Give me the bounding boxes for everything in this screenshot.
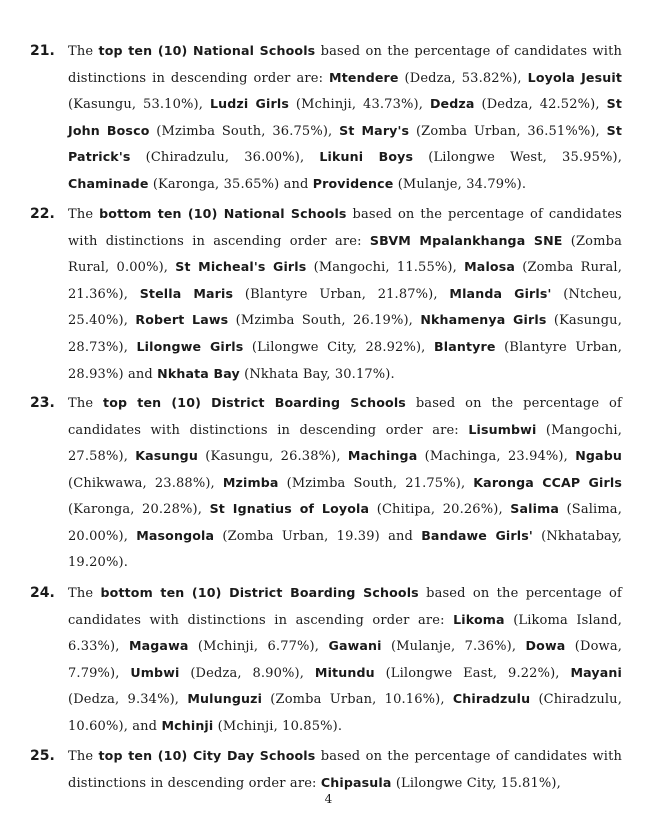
paragraph-number: 21. [30, 43, 55, 59]
bold-term: Gawani [328, 638, 382, 654]
bold-term: St Mary's [339, 122, 410, 138]
text-run: (Karonga, 20.28%), [68, 502, 210, 518]
text-run: (Chitipa, 20.26%), [369, 502, 511, 518]
bold-term: St Ignatius of Loyola [209, 501, 370, 517]
text-run: (Mchinji, 43.73%), [288, 97, 430, 113]
text-run: (Zomba Urban, 10.16%), [262, 692, 453, 708]
paragraph-number: 25. [30, 748, 55, 764]
text-run: (Salima, 20.00%), [68, 502, 622, 544]
bold-term: Karonga CCAP Girls [473, 474, 622, 490]
paragraph-number: 22. [30, 206, 55, 222]
bold-term: Kasungu [135, 448, 198, 464]
text-run: (Mzimba South, 36.75%), [149, 123, 340, 139]
bold-term: Chiradzulu [452, 691, 531, 707]
bold-term: Nkhata Bay [157, 365, 240, 381]
text-run: (Lilongwe City, 28.92%), [243, 339, 434, 355]
bold-term: Magawa [128, 638, 189, 654]
text-run: (Ntcheu, 25.40%), [68, 286, 622, 329]
text-run: (Zomba Rural, 21.36%), [68, 260, 622, 302]
bold-term: Robert Laws [135, 312, 229, 328]
text-run: (Dedza, 8.90%), [179, 665, 315, 681]
text-run: based on the percentage of candidates with distinctions in descending order are: [68, 396, 622, 438]
bold-term: Mayani [570, 664, 622, 680]
bold-term: Dedza [429, 96, 475, 112]
bold-term: Loyola Jesuit [527, 69, 622, 85]
text-run: (Mchinji, 6.77%), [188, 639, 329, 655]
text-run: The [68, 207, 100, 222]
text-run: (Mulanje, 34.79%). [393, 176, 527, 192]
text-run: The [68, 396, 104, 411]
text-run: (Machinga, 23.94%), [417, 449, 576, 465]
bold-term: St John Bosco [68, 96, 622, 138]
bold-term: Providence [312, 175, 394, 191]
text-run: The [68, 44, 99, 59]
bold-term: Stella Maris [139, 285, 234, 301]
text-run: (Dedza, 42.52%), [474, 97, 607, 113]
bold-term: Masongola [136, 527, 215, 543]
text-run: (Kasungu, 28.73%), [68, 313, 622, 355]
paragraph-24 [30, 580, 622, 740]
bold-term: Mlanda Girls' [449, 285, 552, 301]
text-run: (Mulanje, 7.36%), [381, 639, 526, 655]
text-run: (Lilongwe West, 35.95%), [413, 150, 623, 166]
bold-term: Mchinji [161, 717, 214, 733]
text-run: based on the percentage of candidates with distinctions in ascending order are: [68, 586, 622, 628]
bold-term: Dowa [525, 638, 566, 654]
page-number: 4 [324, 792, 333, 806]
bold-term: Lilongwe Girls [136, 338, 244, 354]
text-run: (Chikwawa, 23.88%), [68, 475, 223, 491]
bold-term: Likuni Boys [319, 149, 414, 165]
bold-term: SBVM Mpalankhanga SNE [369, 232, 563, 248]
bold-term: Mtendere [329, 69, 399, 85]
text-run: The [68, 749, 99, 764]
text-run: based on the percentage of candidates with distinctions in descending order are: [68, 749, 622, 791]
bold-term: Nkhamenya Girls [420, 312, 547, 328]
bold-term: top ten (10) District Boarding Schools [103, 395, 406, 410]
bold-term: Umbwi [130, 664, 180, 680]
text-run: (Chiradzulu, 36.00%), [130, 150, 320, 166]
bold-term: Ludzi Girls [209, 96, 289, 112]
text-run: (Likoma Island, 6.33%), [68, 612, 622, 655]
bold-term: top ten (10) National Schools [98, 43, 316, 58]
text-run: (Chiradzulu, 10.60%), and [68, 692, 622, 734]
bold-term: Salima [510, 501, 559, 517]
bold-term: Mulunguzi [187, 691, 263, 707]
bold-term: bottom ten (10) District Boarding Schools [100, 585, 419, 600]
text-run: based on the percentage of candidates with distinctions in descending order are: [68, 44, 622, 86]
bold-term: Machinga [347, 448, 418, 464]
text-run: (Blantyre Urban, 21.87%), [233, 286, 450, 302]
text-run: (Kasungu, 26.38%), [197, 449, 348, 465]
text-run: (Mangochi, 27.58%), [68, 422, 622, 465]
paragraph-21 [30, 38, 622, 198]
text-run: (Mzimba South, 21.75%), [278, 475, 474, 491]
bold-term: Likoma [453, 611, 505, 627]
paragraph-22 [30, 201, 622, 387]
bold-term: St Patrick's [68, 122, 622, 165]
text-run: (Karonga, 35.65%) and [148, 176, 313, 192]
bold-term: Chaminade [68, 175, 149, 191]
bold-term: top ten (10) City Day Schools [98, 748, 316, 763]
text-run: (Kasungu, 53.10%), [68, 97, 210, 113]
text-run: (Zomba Urban, 36.51%%), [409, 123, 607, 139]
bold-term: bottom ten (10) National Schools [99, 206, 347, 221]
text-run: (Mzimba South, 26.19%), [228, 313, 421, 329]
text-run: (Zomba Urban, 19.39) and [214, 528, 422, 544]
paragraph-number: 23. [30, 395, 55, 411]
paragraph-23 [30, 390, 622, 575]
text-run: (Dedza, 53.82%), [398, 70, 528, 86]
text-run: (Blantyre Urban, 28.93%) and [68, 339, 622, 382]
text-run: The [68, 586, 101, 601]
bold-term: Ngabu [575, 448, 622, 464]
paragraph-text [68, 580, 622, 740]
text-run: (Nkhatabay, 19.20%). [68, 528, 622, 570]
text-run: (Nkhata Bay, 30.17%). [239, 366, 395, 382]
paragraph-text [68, 390, 622, 575]
text-run: based on the percentage of candidates with distinctions in ascending order are: [68, 207, 622, 249]
bold-term: Lisumbwi [468, 421, 537, 437]
text-run: (Mchinji, 10.85%). [213, 718, 343, 734]
bold-term: St Micheal's Girls [175, 259, 307, 275]
bold-term: Chipasula [320, 774, 392, 790]
paragraph-25 [30, 743, 622, 796]
bold-term: Bandawe Girls' [421, 527, 533, 543]
bold-term: Mitundu [314, 664, 375, 680]
text-run: (Zomba Rural, 0.00%), [68, 233, 622, 276]
paragraph-number: 24. [30, 585, 55, 601]
text-run: (Dowa, 7.79%), [68, 639, 623, 681]
bold-term: Blantyre [433, 338, 496, 354]
paragraph-text [68, 743, 622, 796]
text-run: (Mangochi, 11.55%), [306, 260, 465, 276]
bold-term: Mzimba [222, 474, 279, 490]
text-run: (Lilongwe East, 9.22%), [374, 665, 571, 681]
paragraph-text [68, 38, 622, 198]
text-run: (Dedza, 9.34%), [68, 692, 188, 708]
text-run: (Lilongwe City, 15.81%), [391, 775, 561, 791]
bold-term: Malosa [464, 259, 516, 275]
paragraph-text [68, 201, 622, 387]
